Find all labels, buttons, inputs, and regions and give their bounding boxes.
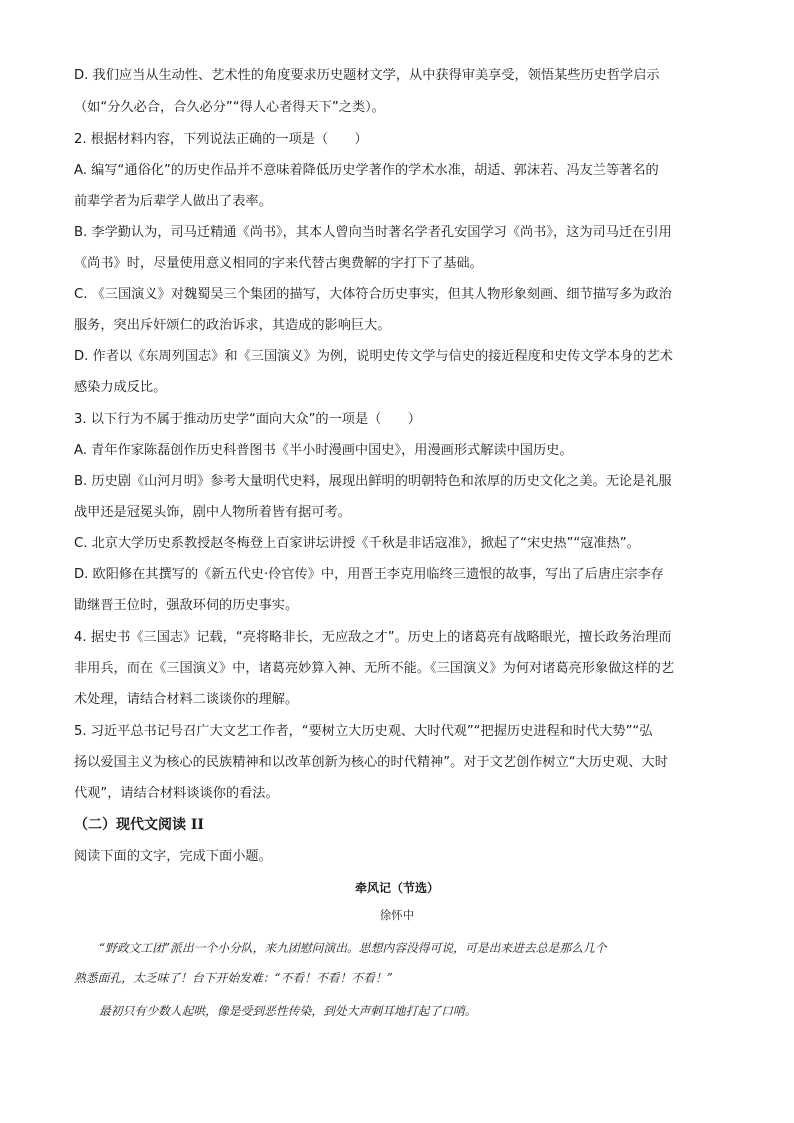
section-heading: （二）现代文阅读 II <box>74 817 204 833</box>
story-paragraph-2: 最初只有少数人起哄，像是受到恶性传染，到处大声剌耳地打起了口哨。 <box>99 1004 477 1018</box>
question-4-line-1: 4. 据史书《三国志》记载，“亮将略非长，无应敌之才”。历史上的诸葛亮有战略眼光，擅长政务治理而 <box>74 630 672 645</box>
q3-option-b-line-2: 战甲还是冠冕头饰，剧中人物所着皆有据可考。 <box>74 505 351 520</box>
q2-option-b-line-1: B. 李学勤认为，司马迁精通《尚书》，其本人曾向当时著名学者孔安国学习《尚书》，这为司马迁在引用 <box>74 225 672 240</box>
story-author: 徐怀中 <box>379 908 415 922</box>
question-4-line-3: 术处理，请结合材料二谈谈你的理解。 <box>74 692 299 707</box>
question-3: 3. 以下行为不属于推动历史学“面向大众”的一项是（ ） <box>74 412 421 427</box>
question-4-line-2: 非用兵，而在《三国演义》中，诸葛亮妙算入神、无所不能。《三国演义》为何对诸葛亮形象做这样的艺 <box>74 661 675 676</box>
question-2: 2. 根据材料内容，下列说法正确的一项是（ ） <box>74 132 368 147</box>
q2-option-c-line-2: 服务，突出斥奸颂仁的政治诉求，其造成的影响巨大。 <box>74 318 391 333</box>
q2-option-c-line-1: C. 《三国演义》对魏蜀吴三个集团的描写，大体符合历史事实，但其人物形象刻画、细节描写多为政治 <box>74 287 672 302</box>
story-title: 牵风记（节选） <box>354 881 439 895</box>
q3-option-b-line-1: B. 历史剧《山河月明》参考大量明代史料，展现出鲜明的明朝特色和浓厚的历史文化之美。无论是礼服 <box>74 474 672 489</box>
q3-option-d-line-1: D. 欧阳修在其撰写的《新五代史·伶官传》中，用晋王李克用临终三遗恨的故事，写出了后唐庄宗李存 <box>74 567 664 582</box>
q2-option-d-line-1: D. 作者以《东周列国志》和《三国演义》为例，说明史传文学与信史的接近程度和史传文学本身的艺术 <box>74 349 673 364</box>
option-d-line-2: （如“分久必合，合久必分”“得人心者得天下”之类）。 <box>74 100 385 115</box>
question-5-line-1: 5. 习近平总书记号召广大文艺工作者，“要树立大历史观、大时代观”“把握历史进程和时代大势”“弘 <box>74 724 653 739</box>
q2-option-b-line-2: 《尚书》时，尽量使用意义相同的字来代替古奥费解的字打下了基础。 <box>74 256 483 271</box>
story-paragraph-1-line-1: “野政文工团”派出一个小分队，来九团慰问演出。思想内容没得可说，可是出来进去总是那么几个 <box>99 941 607 955</box>
option-d-line-1: D. 我们应当从生动性、艺术性的角度要求历史题材文学，从中获得审美享受，领悟某些历史哲学启示 <box>74 68 660 83</box>
q2-option-a-line-2: 前辈学者为后辈学人做出了表率。 <box>74 194 272 209</box>
q3-option-c: C. 北京大学历史系教授赵冬梅登上百家讲坛讲授《千秋是非话寇准》，掀起了“宋史热”“寇准热”。 <box>74 536 640 551</box>
story-paragraph-1-line-2: 熟悉面孔，太乏味了！台下开始发难：“不看！不看！不看！” <box>74 971 393 985</box>
q2-option-a-line-1: A. 编写“通俗化”的历史作品并不意味着降低历史学著作的学术水准，胡适、郭沫若、冯友兰等著名的 <box>74 163 659 178</box>
q3-option-d-line-2: 勖继晋王位时，强敌环伺的历史事实。 <box>74 598 299 613</box>
q2-option-d-line-2: 感染力成反比。 <box>74 380 167 395</box>
section-instruction: 阅读下面的文字，完成下面小题。 <box>74 849 272 864</box>
question-5-line-2: 扬以爱国主义为核心的民族精神和以改革创新为核心的时代精神”。对于文艺创作树立“大历史观、大时 <box>74 755 668 770</box>
q3-option-a: A. 青年作家陈磊创作历史科普图书《半小时漫画中国史》，用漫画形式解读中国历史。 <box>74 443 573 458</box>
question-5-line-3: 代观”，请结合材料谈谈你的看法。 <box>74 786 279 801</box>
